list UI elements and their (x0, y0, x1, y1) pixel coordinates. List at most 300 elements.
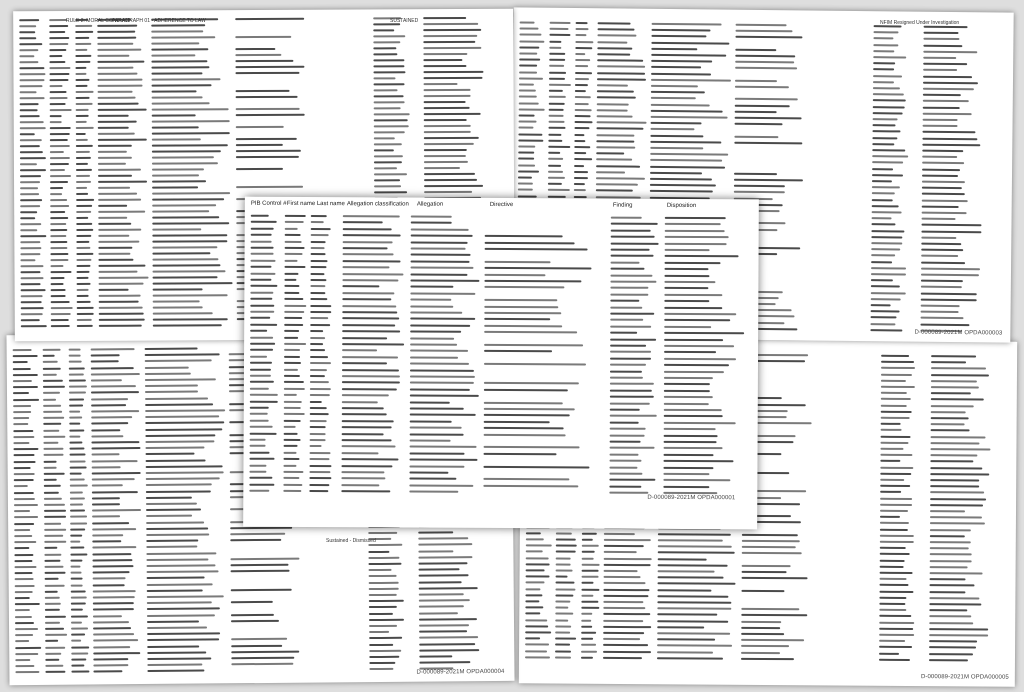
table-row (244, 330, 758, 337)
text-line (21, 289, 46, 291)
text-line (152, 150, 221, 152)
text-line (284, 330, 299, 332)
text-line (21, 301, 42, 303)
bates-number-page-3: D-000089-2021M OPDA000003 (914, 329, 1003, 337)
text-line (15, 616, 32, 618)
text-line (374, 101, 405, 103)
text-line (20, 259, 35, 261)
text-line (369, 619, 404, 621)
text-line (20, 157, 46, 159)
text-line (231, 650, 299, 653)
text-line (145, 397, 208, 400)
text-line (151, 78, 220, 80)
text-line (526, 557, 549, 559)
text-line (923, 119, 958, 121)
text-line (410, 420, 452, 422)
text-line (147, 670, 204, 672)
text-line (880, 497, 912, 499)
text-line (342, 426, 392, 428)
text-line (735, 117, 802, 120)
text-line (251, 259, 276, 261)
text-line (871, 304, 891, 306)
text-line (43, 367, 61, 369)
text-line (556, 576, 568, 578)
text-line (92, 466, 121, 468)
text-line (610, 441, 641, 443)
text-line (549, 109, 564, 111)
text-line (610, 345, 646, 347)
text-line (75, 25, 92, 27)
text-line (20, 97, 45, 99)
text-line (741, 608, 799, 610)
text-line (369, 650, 401, 652)
text-line (880, 491, 901, 493)
text-line (409, 465, 464, 467)
text-line (51, 283, 64, 285)
text-line (43, 380, 63, 382)
text-line (484, 414, 570, 416)
text-line (574, 127, 589, 129)
text-line (880, 553, 910, 555)
text-line (147, 633, 220, 636)
text-line (235, 36, 291, 38)
text-line (342, 279, 398, 281)
text-line (152, 90, 197, 92)
text-line (929, 653, 973, 655)
text-line (921, 255, 958, 257)
text-line (77, 295, 89, 297)
text-line (880, 522, 909, 524)
text-line (930, 448, 990, 450)
text-line (419, 655, 452, 657)
text-line (76, 103, 93, 105)
text-line (21, 283, 41, 285)
table-row (245, 227, 759, 234)
text-line (929, 647, 976, 649)
text-line (582, 532, 597, 534)
text-line (525, 606, 543, 608)
text-line (152, 114, 196, 116)
text-line (581, 588, 599, 590)
text-line (20, 247, 41, 249)
text-line (146, 453, 195, 455)
text-line (20, 109, 38, 111)
text-line (15, 597, 30, 599)
text-line (342, 382, 400, 384)
text-line (931, 430, 970, 432)
text-line (93, 671, 122, 673)
table-row (244, 291, 758, 298)
text-line (250, 291, 273, 293)
text-line (871, 224, 895, 226)
text-line (881, 355, 909, 357)
text-line (603, 626, 651, 628)
text-line (342, 407, 384, 409)
text-line (98, 85, 143, 87)
text-line (341, 471, 384, 473)
text-line (69, 423, 80, 425)
text-line (13, 405, 31, 407)
header-allegation-classification: Allegation classification (346, 201, 409, 208)
text-line (44, 541, 66, 543)
text-line (575, 47, 592, 49)
table-row (244, 419, 758, 426)
text-line (14, 485, 28, 487)
text-line (44, 566, 63, 568)
text-line (872, 193, 895, 195)
text-line (284, 394, 297, 396)
text-line (604, 576, 641, 578)
text-line (368, 532, 397, 534)
text-line (410, 408, 464, 410)
text-line (575, 96, 591, 98)
text-line (70, 479, 85, 481)
text-line (880, 535, 914, 537)
text-line (98, 241, 139, 243)
text-line (93, 633, 134, 635)
text-line (556, 551, 576, 553)
text-line (741, 589, 784, 591)
text-line (735, 36, 802, 39)
text-line (484, 402, 563, 404)
text-line (922, 193, 965, 195)
text-line (15, 647, 41, 649)
text-line (550, 22, 571, 24)
text-line (93, 584, 125, 586)
text-line (92, 516, 120, 518)
text-line (921, 267, 980, 270)
text-line (20, 91, 37, 93)
text-line (483, 466, 589, 469)
header-last-name: Last name (316, 201, 345, 208)
text-line (99, 319, 145, 321)
text-line (310, 375, 325, 377)
text-line (21, 295, 43, 297)
text-line (410, 267, 473, 269)
text-line (69, 417, 82, 419)
text-line (881, 386, 915, 388)
text-line (663, 486, 709, 488)
text-line (581, 601, 598, 603)
text-line (651, 66, 701, 69)
table-row (244, 317, 758, 324)
text-line (409, 478, 456, 480)
text-line (250, 368, 271, 370)
text-line (77, 283, 91, 285)
text-line (735, 55, 795, 58)
text-line (19, 67, 44, 69)
text-line (76, 151, 90, 153)
text-line (283, 490, 301, 492)
text-line (310, 426, 326, 428)
text-line (410, 356, 458, 358)
text-line (342, 298, 391, 300)
text-line (49, 55, 62, 57)
text-line (603, 632, 644, 634)
text-line (374, 125, 409, 127)
table-row (245, 247, 759, 254)
text-line (76, 133, 86, 135)
table-row (244, 445, 758, 452)
text-line (923, 57, 956, 59)
text-line (664, 351, 716, 353)
text-line (548, 127, 565, 129)
text-line (14, 498, 35, 500)
text-line (13, 448, 38, 450)
text-line (574, 177, 588, 179)
text-line (283, 464, 296, 466)
text-line (518, 127, 533, 129)
text-line (604, 539, 651, 541)
text-line (929, 628, 988, 630)
text-line (310, 388, 331, 390)
text-line (342, 362, 387, 364)
text-line (343, 260, 401, 262)
text-line (310, 407, 327, 409)
text-line (922, 168, 960, 170)
text-line (880, 504, 912, 506)
text-line (69, 435, 80, 437)
text-line (923, 125, 958, 127)
text-line (419, 606, 464, 608)
text-line (343, 254, 394, 256)
table-row (244, 343, 758, 350)
text-line (369, 625, 397, 627)
text-line (44, 485, 61, 487)
text-line (423, 59, 462, 61)
text-line (871, 236, 902, 238)
text-line (309, 465, 331, 467)
text-line (284, 439, 301, 441)
text-line (555, 582, 574, 584)
text-line (556, 539, 576, 541)
text-line (424, 101, 466, 103)
text-line (574, 146, 590, 148)
text-line (341, 490, 390, 492)
text-line (735, 98, 798, 101)
text-line (76, 229, 93, 231)
text-line (735, 30, 792, 33)
text-line (309, 477, 331, 479)
text-line (147, 639, 219, 642)
text-line (71, 590, 86, 592)
text-line (77, 301, 91, 303)
text-line (14, 492, 34, 494)
text-line (151, 36, 215, 38)
text-line (92, 528, 136, 530)
text-line (484, 382, 579, 384)
text-line (658, 539, 723, 541)
text-line (49, 25, 68, 27)
text-line (548, 140, 562, 142)
text-line (45, 659, 59, 661)
header-pib-control: PIB Control # (250, 200, 287, 207)
text-line (310, 413, 329, 415)
text-line (45, 622, 60, 624)
text-line (93, 652, 140, 654)
text-line (76, 259, 91, 261)
text-line (153, 294, 228, 296)
text-line (43, 361, 58, 363)
text-line (597, 47, 632, 49)
text-line (99, 301, 139, 303)
text-line (231, 657, 294, 660)
text-line (250, 381, 274, 383)
text-line (651, 72, 711, 75)
text-line (664, 396, 713, 398)
text-line (76, 217, 88, 219)
text-line (310, 266, 326, 268)
text-line (236, 186, 303, 188)
text-line (250, 387, 269, 389)
text-line (231, 570, 290, 573)
text-line (596, 177, 645, 180)
text-line (50, 115, 62, 117)
text-line (424, 161, 468, 163)
text-line (931, 386, 979, 388)
text-line (610, 332, 637, 334)
text-line (872, 149, 905, 151)
text-line (310, 401, 322, 403)
text-line (311, 228, 331, 230)
text-line (574, 158, 592, 160)
text-line (526, 538, 544, 540)
text-line (658, 564, 728, 566)
text-line (549, 71, 566, 73)
text-line (485, 235, 563, 237)
text-line (146, 484, 212, 487)
text-line (145, 434, 215, 437)
text-line (603, 638, 640, 640)
text-line (880, 547, 906, 549)
text-line (93, 658, 128, 660)
text-line (597, 121, 647, 124)
text-line (931, 411, 966, 413)
text-line (663, 479, 730, 481)
text-line (423, 71, 483, 73)
text-line (871, 230, 904, 232)
text-line (922, 143, 980, 146)
header-disposition: Disposition (666, 202, 697, 210)
text-line (69, 429, 84, 431)
text-line (369, 656, 399, 658)
text-line (597, 59, 643, 61)
text-line (574, 134, 584, 136)
text-line (19, 31, 35, 33)
text-line (250, 413, 268, 415)
text-line (44, 553, 61, 555)
text-line (518, 152, 534, 154)
text-line (43, 423, 61, 425)
text-line (51, 295, 66, 297)
text-line (555, 594, 573, 596)
text-line (145, 360, 212, 363)
text-line (13, 392, 29, 394)
table-row (244, 272, 758, 279)
text-line (230, 539, 281, 541)
text-line (879, 590, 913, 592)
text-line (71, 634, 85, 636)
text-line (410, 337, 454, 339)
text-line (70, 473, 82, 475)
text-line (43, 349, 61, 351)
text-line (556, 545, 577, 547)
text-line (484, 389, 568, 391)
text-line (50, 151, 64, 153)
text-line (664, 294, 722, 296)
text-line (664, 415, 723, 417)
text-line (93, 571, 130, 573)
text-line (250, 362, 272, 364)
text-line (873, 56, 906, 58)
text-line (310, 305, 331, 307)
text-line (597, 90, 634, 92)
text-line (741, 658, 794, 660)
text-line (98, 199, 141, 201)
text-line (76, 169, 92, 171)
text-line (145, 440, 214, 443)
text-line (880, 442, 908, 444)
text-line (50, 193, 62, 195)
text-line (45, 603, 61, 605)
text-line (549, 53, 565, 55)
text-line (76, 271, 89, 273)
text-line (872, 168, 893, 170)
text-line (98, 151, 127, 153)
text-line (342, 375, 400, 377)
table-row (244, 311, 758, 318)
text-line (44, 498, 62, 500)
text-line (525, 619, 547, 621)
text-line (70, 516, 87, 518)
text-line (341, 484, 379, 486)
text-line (284, 375, 300, 377)
text-line (419, 649, 479, 652)
table-row (244, 323, 758, 330)
text-line (21, 313, 43, 315)
text-line (284, 266, 305, 268)
text-line (581, 644, 596, 646)
text-line (284, 285, 299, 287)
text-line (20, 223, 41, 225)
text-line (555, 625, 571, 627)
text-line (419, 581, 462, 583)
text-line (525, 594, 542, 596)
text-line (71, 640, 81, 642)
table-row (244, 451, 758, 458)
text-line (92, 472, 141, 474)
text-line (50, 163, 69, 165)
text-line (45, 578, 59, 580)
text-line (284, 362, 301, 364)
text-line (741, 627, 780, 629)
text-line (574, 183, 585, 185)
text-line (152, 252, 210, 254)
text-line (735, 123, 783, 126)
text-line (423, 23, 478, 25)
text-line (284, 432, 298, 434)
text-line (152, 192, 230, 194)
text-line (525, 588, 540, 590)
text-line (880, 528, 908, 530)
text-line (98, 253, 130, 255)
text-line (741, 620, 781, 622)
text-line (71, 646, 89, 648)
text-line (603, 595, 648, 597)
text-line (374, 167, 397, 169)
text-line (931, 405, 974, 407)
text-line (97, 61, 144, 63)
